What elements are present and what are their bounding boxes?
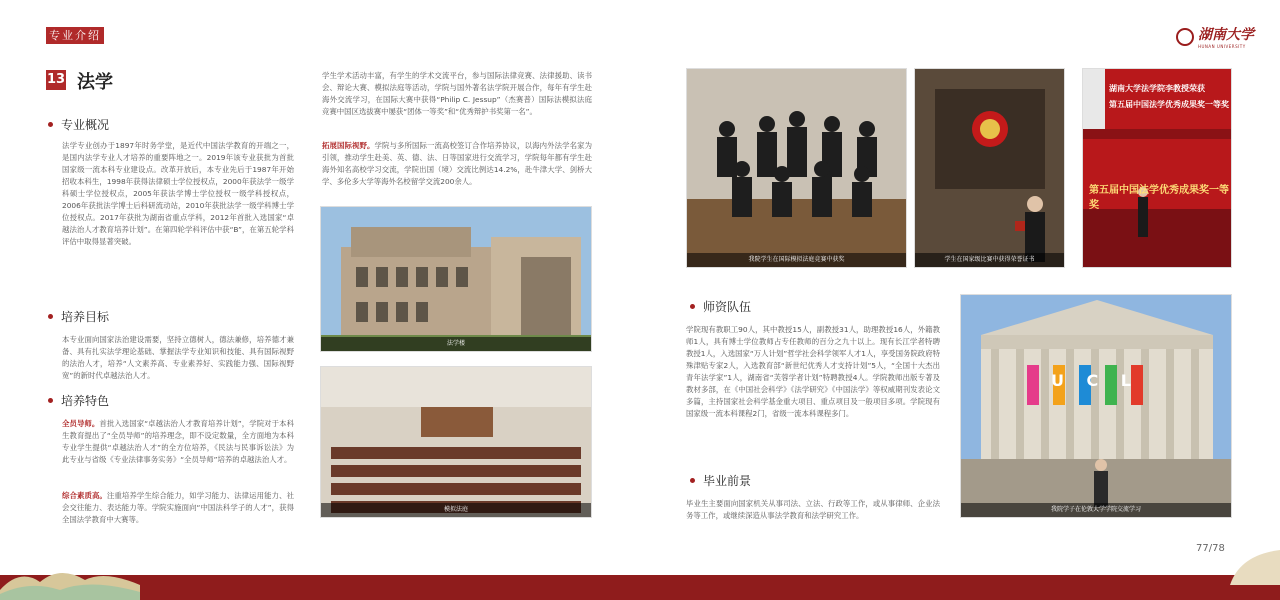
building-caption: 法学楼	[321, 337, 591, 351]
features-heading	[48, 392, 109, 409]
major-number: 13	[46, 70, 66, 90]
major-title: 法学	[77, 72, 113, 93]
intl-text: 学院与多所国际一流高校签订合作培养协议，以海内外法学名家为引领，推动学生赴美、英、德、法、日等国家进行交流学习，学院每年都有学生赴海外知名高校学习交流，学院出国（境）交流比例达14.2%，赴牛津大学、剑桥大学、多伦多大学等海外名校留学交流200余人。	[322, 141, 592, 186]
features-title: 培养特色	[61, 394, 110, 408]
logo-name: 湖南大学	[1198, 27, 1254, 43]
activities-body: 学生学术活动丰富，有学生的学术交流平台，参与国际法律竞赛、法律援助、读书会、辩论大赛、模拟法庭等活动，学院与国外著名法学院开展合作，每年有学生赴海外交流学习，在国际大赛中获得“Philip C. Jessup”（杰赛普）国际法模拟法庭竞赛中国区选拔赛中屡获“团体一等奖”和“优秀辩护书奖第一名”。	[322, 71, 592, 116]
goal-body: 本专业面向国家法治建设需要，坚持立德树人，德法兼修，培养德才兼备、具有扎实法学理论基础、掌握法学专业知识和技能、具有国际视野的法治人才，培养“人文素养高、专业素养好、实践能力强、国际视野宽”的新时代卓越法治人才。	[62, 335, 294, 380]
bullet-dot-icon	[48, 314, 53, 319]
university-seal-icon	[1176, 28, 1194, 46]
ucl-letter-l: L	[1120, 371, 1131, 390]
career-body: 毕业生主要面向国家机关从事司法、立法、行政等工作，或从事律师、企业法务等工作，或继续深造从事法学教育和法学研究工作。	[686, 499, 940, 520]
features-p1-text: 首批入选国家“卓越法治人才教育培养计划”，学院对于本科生教育提出了“全员导师”的培养理念，即不设定数量，全方面地为本科专业学生提供“卓越法治人才”的全方位培养，《民法与民事诉讼法》为此专业与省级《专业法律事务实务》“全员导师”培养的卓越法治人才。	[62, 419, 294, 464]
ucl-letter-u: U	[1051, 371, 1064, 390]
career-heading	[690, 472, 751, 489]
footer-band	[0, 575, 1280, 600]
goal-heading	[48, 308, 109, 325]
overview-title: 专业概况	[61, 118, 110, 132]
intl-paragraph	[322, 140, 592, 188]
features-p1	[62, 418, 294, 466]
award-caption: 学生在国家级比赛中获得荣誉证书	[915, 253, 1064, 267]
building-illustration	[321, 207, 592, 352]
corner-decoration-icon	[1220, 545, 1280, 585]
faculty-heading	[690, 298, 751, 315]
features-p2-highlight: 综合素质高。	[62, 491, 107, 500]
landscape-decoration-icon	[0, 560, 140, 600]
group-caption: 我院学生在国际模拟法庭竞赛中获奖	[687, 253, 906, 267]
award-illustration	[915, 69, 1065, 268]
banner-line1: 湖南大学法学院李教授荣获	[1109, 84, 1205, 93]
faculty-body: 学院现有教职工90人，其中教授15人，副教授31人，助理教授16人，外籍教师1人，具有博士学位教师占专任教师的百分之九十以上。现有长江学者特聘教授1人，入选国家“万人计划”哲学社会科学领军人才1人，享受国务院政府特殊津贴专家2人，入选教育部“新世纪优秀人才支持计划”5人，“全国十大杰出青年法学家”1人，湖南省“芙蓉学者计划”特聘教授4人。学院教师出版专著及教材多部，在《中国社会科学》《法学研究》《中国法学》等权威期刊发表论文多篇，主持国家社会科学基金重大项目、重点项目及一般项目多项。学院现有国家级一流本科课程2门，省级一流本科课程多门。	[686, 325, 940, 418]
university-logo	[1176, 24, 1254, 49]
courtroom-caption: 模拟法庭	[321, 503, 591, 517]
goal-title: 培养目标	[61, 310, 110, 324]
logo-subtitle: HUNAN UNIVERSITY	[1198, 44, 1246, 49]
intl-highlight: 拓展国际视野。	[322, 141, 375, 150]
page-number: 77/78	[1196, 543, 1225, 554]
faculty-title: 师资队伍	[703, 300, 752, 314]
moot-court-photo	[320, 366, 592, 518]
section-tag: 专业介绍	[46, 27, 104, 44]
group-photo	[686, 68, 907, 268]
bullet-dot-icon	[48, 398, 53, 403]
bullet-dot-icon	[690, 478, 695, 483]
features-p1-highlight: 全员导师。	[62, 419, 100, 428]
ucl-letters	[1051, 371, 1131, 390]
ucl-caption: 我院学子在伦敦大学学院交流学习	[961, 503, 1231, 517]
features-p2	[62, 490, 294, 526]
bullet-dot-icon	[48, 122, 53, 127]
career-title: 毕业前景	[703, 474, 752, 488]
overview-heading	[48, 116, 109, 133]
law-building-photo	[320, 206, 592, 352]
ucl-letter-c: C	[1086, 371, 1099, 390]
award-person-photo	[914, 68, 1065, 268]
banner-title: 第五届中国法学优秀成果奖一等奖	[1089, 185, 1229, 211]
ucl-photo	[960, 294, 1232, 518]
award-banner-photo	[1082, 68, 1232, 268]
ucl-illustration	[961, 295, 1232, 518]
overview-body: 法学专业创办于1897年时务学堂，是近代中国法学教育的开端之一，是国内法学专业人才培养的重要阵地之一。2019年该专业获批为首批国家级一流本科专业建设点。改革开放后，本专业先后于1987年开始招收本科生，1998年获得法律硕士学位授权点，2000年获法学一级学科硕士学位授权点，2005年获法学博士学位授权一级学科授权点，2006年获批法学博士后科研流动站，2010年获批法学一级学科博士学位授权点。2017年获批为湖南省重点学科，2012年首批入选国家“卓越法治人才教育培养计划”。在第四轮学科评估中获“B”，在第五轮学科评估中取得显著突破。	[62, 141, 294, 246]
bullet-dot-icon	[690, 304, 695, 309]
banner-line2: 第五届中国法学优秀成果奖一等奖	[1109, 100, 1229, 109]
features-p2-text: 注重培养学生综合能力，如学习能力、法律运用能力、社会交往能力、表达能力等。学院实施面向“中国法科学子的人才”，获得全国法学教育中大赛等。	[62, 491, 294, 524]
courtroom-illustration	[321, 367, 592, 518]
group-illustration	[687, 69, 907, 268]
